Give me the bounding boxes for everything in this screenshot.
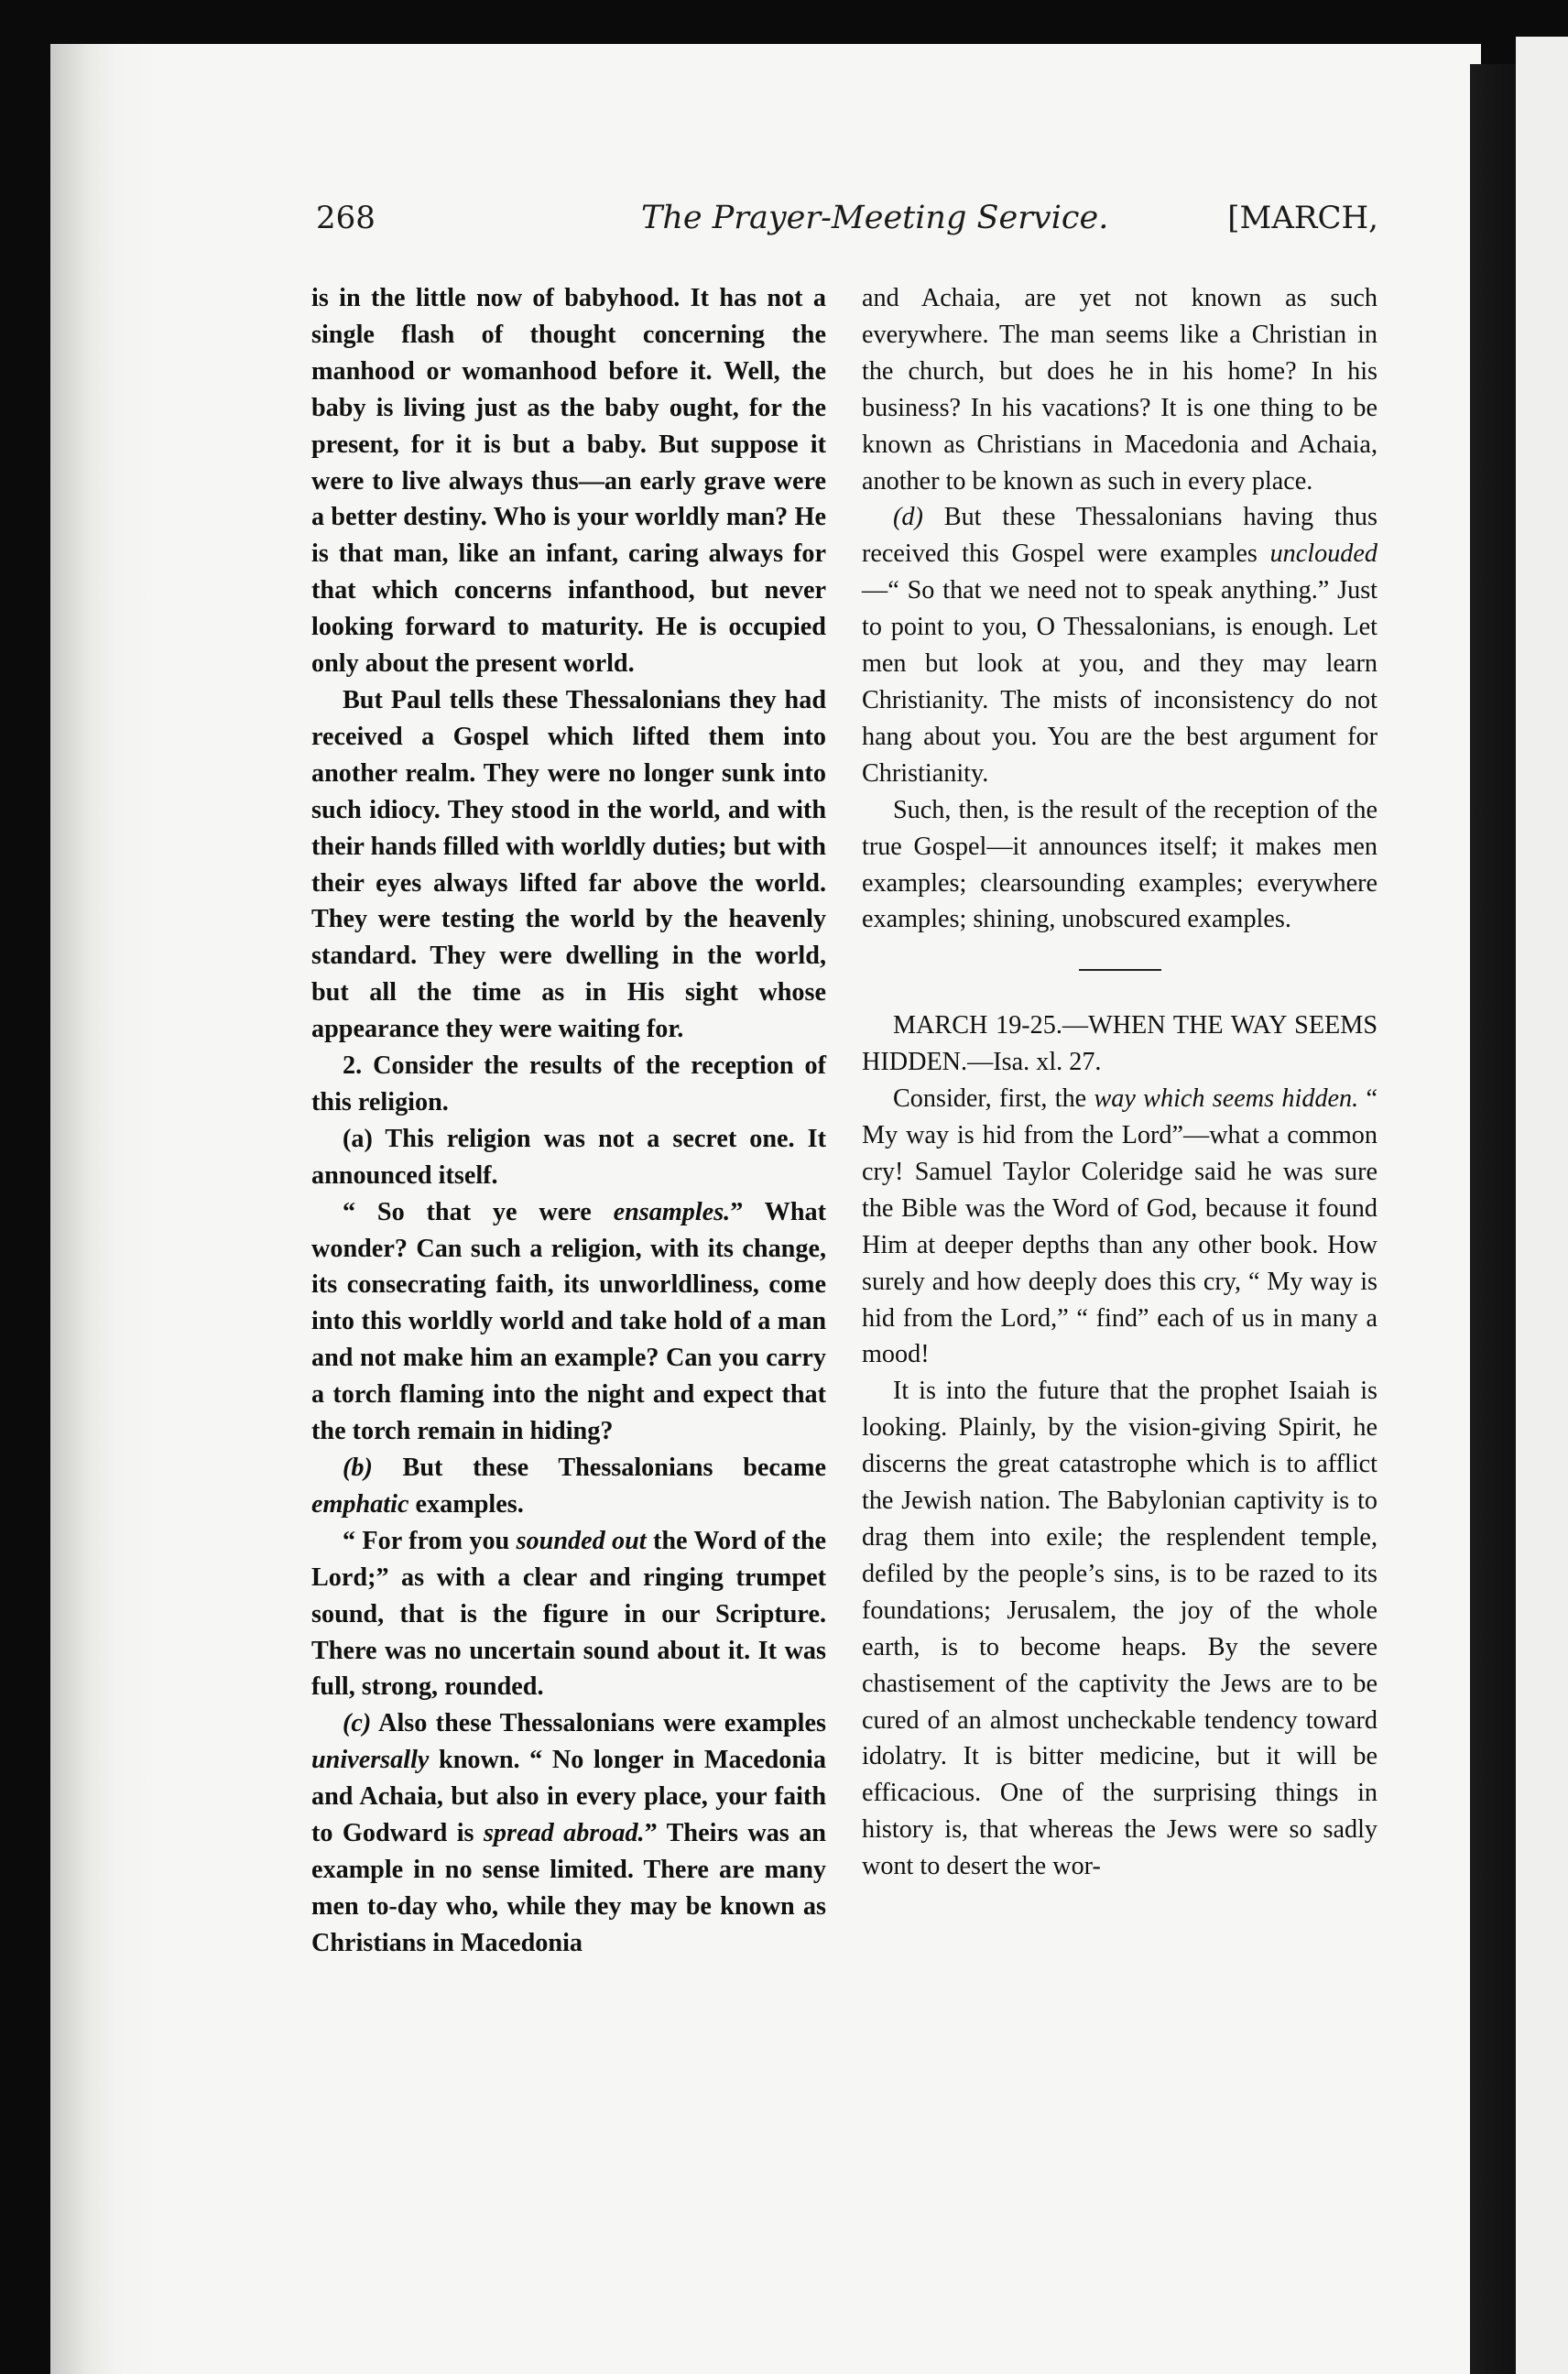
paragraph: (c) Also these Thessalonians were examples universally known. “ No longer in Macedonia and Achaia, but also in every place, your faith to Godward is spread abroad.” Theirs was an example in no sense limited. There are many men to-day who, while they may be known as Christians in Macedonia [311, 1709, 826, 1957]
month-marker: [MARCH, [1227, 200, 1378, 236]
page-number: 268 [316, 200, 376, 236]
paragraph: (a) This religion was not a secret one. It announced itself. [311, 1124, 826, 1190]
paragraph: and Achaia, are yet not known as such everywhere. The man seems like a Christian in the church, but does he in his home? In his business? In his vacations? It is one thing to be known as Christians in Macedonia and Achaia, another to be known as such in every place. [862, 284, 1377, 495]
paragraph: is in the little now of babyhood. It has not a single flash of thought concerning the manhood or womanhood before it. Well, the baby is living just as the baby ought, for the present, for it is but a baby. But suppose it were to live always thus—an early grave were a better destiny. Who is your worldly man? He is that man, like an infant, caring always for that which concerns infanthood, but never looking forward to maturity. He is occupied only about the present world. [311, 284, 826, 679]
section-divider [1079, 969, 1161, 971]
paragraph: “ So that ye were ensamples.” What wonder? Can such a religion, with its change, its consecrating faith, its unworldliness, come into this worldly world and take hold of a man and not make him an example? Can you carry a torch flaming into the night and expect that the torch remain in hiding? [311, 1197, 826, 1446]
item-label: (d) [893, 503, 923, 532]
item-label: (a) [343, 1124, 373, 1153]
emphasis: spread abroad. [483, 1819, 645, 1848]
paragraph: (d) But these Thessalonians having thus received this Gospel were examples unclouded—“ So that we need not to speak anything.” Just to point to you, O Thessalonians, is enough. Let men but look at you, and they may learn Christianity. The mists of inconsistency do not hang about you. You are the best argument for Christianity. [862, 503, 1377, 788]
page-gutter [1470, 64, 1516, 2374]
paragraph: Such, then, is the result of the reception of the true Gospel—it announces itself; it makes men examples; clearsounding examples; everywhere examples; shining, unobscured examples. [862, 795, 1377, 934]
emphasis: unclouded [1269, 539, 1377, 569]
left-column [311, 280, 826, 1962]
item-label: (b) [343, 1454, 373, 1482]
emphasis: way which seems hidden. [1094, 1084, 1359, 1114]
running-title: The Prayer-Meeting Service. [641, 200, 1109, 236]
paragraph: Consider, first, the way which seems hidden. “ My way is hid from the Lord”—what a common cry! Samuel Taylor Coleridge said he was sure the Bible was the Word of God, because it found Him at deeper depths than any other book. How surely and how deeply does this cry, “ My way is hid from the Lord,” “ find” each of us in many a mood! [862, 1084, 1377, 1369]
page-binding-shadow [50, 44, 160, 2374]
emphasis: ensamples. [613, 1197, 731, 1226]
emphasis: universally [311, 1746, 430, 1775]
section-heading: MARCH 19-25.—WHEN THE WAY SEEMS HIDDEN.—Isa. xl. 27. [862, 1011, 1377, 1077]
paragraph: 2. Consider the results of the reception of this religion. [311, 1051, 826, 1116]
paragraph: But Paul tells these Thessalonians they had received a Gospel which lifted them into another realm. They were no longer sunk into such idiocy. They stood in the world, and with their hands filled with worldly duties; but with their eyes always lifted far above the world. They were testing the world by the heavenly standard. They were dwelling in the world, but all the time as in His sight whose appearance they were waiting for. [311, 685, 826, 1044]
running-header [316, 200, 1378, 245]
item-label: (c) [343, 1709, 372, 1738]
paragraph: (b) But these Thessalonians became emphatic examples. [311, 1454, 826, 1519]
emphasis: emphatic [311, 1489, 409, 1519]
emphasis: sounded out [516, 1526, 647, 1555]
adjacent-page-edge [1516, 37, 1568, 2374]
paragraph: “ For from you sounded out the Word of the Lord;” as with a clear and ringing trumpet sound, that is the figure in our Scripture. There was no uncertain sound about it. It was full, strong, rounded. [311, 1526, 827, 1702]
right-column [862, 280, 1377, 1885]
paragraph: It is into the future that the prophet Isaiah is looking. Plainly, by the vision-giving Spirit, he discerns the great catastrophe which is to afflict the Jewish nation. The Babylonian captivity is to drag them into exile; the resplendent temple, defiled by the people’s sins, is to be razed to its foundations; Jerusalem, the joy of the whole earth, is to become heaps. By the severe chastisement of the captivity the Jews are to be cured of an almost uncheckable tendency toward idolatry. It is bitter medicine, but it will be efficacious. One of the surprising things in history is, that whereas the Jews were so sadly wont to desert the wor- [862, 1377, 1377, 1881]
